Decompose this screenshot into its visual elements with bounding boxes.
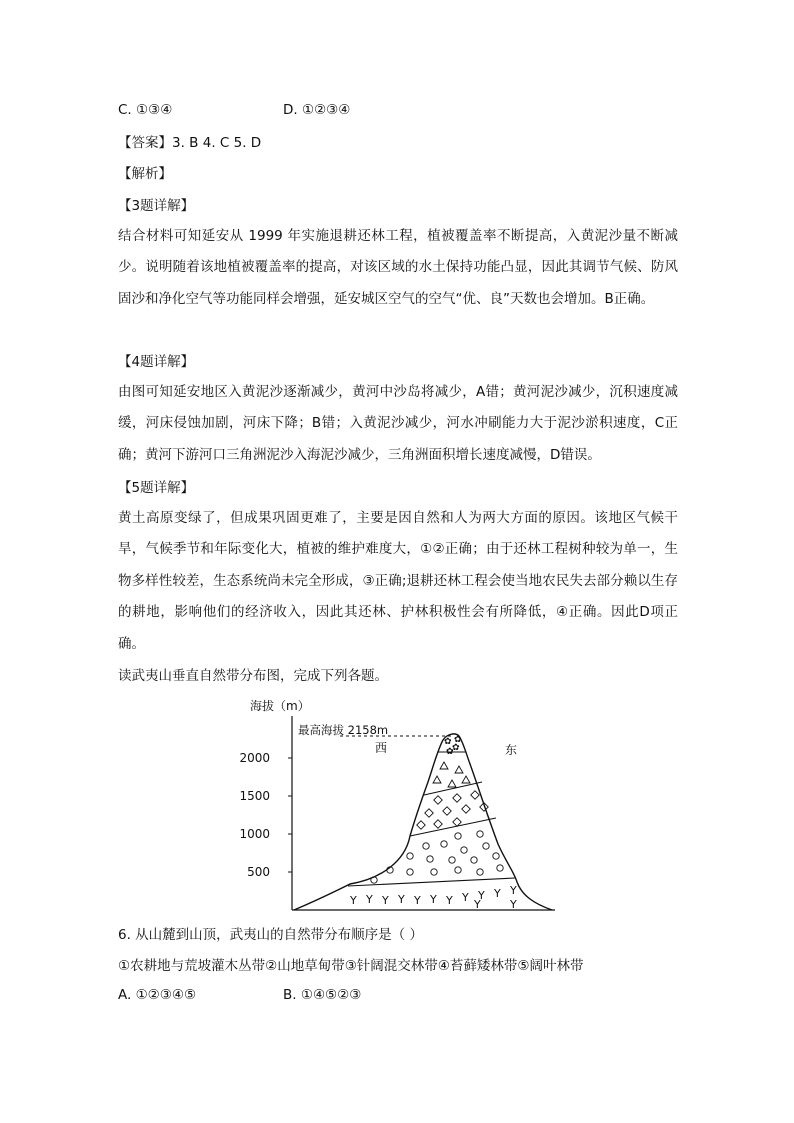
svg-text:Y: Y <box>474 898 481 911</box>
peak-label: 最高海拔 2158m <box>298 723 389 737</box>
broadleaf-forest-symbols <box>371 831 503 883</box>
svg-text:Y: Y <box>510 898 517 911</box>
q6-option-b: B. ①④⑤②③ <box>283 987 362 1003</box>
svg-text:Y: Y <box>462 891 469 904</box>
vertical-zone-diagram <box>230 694 570 916</box>
svg-text:Y: Y <box>446 894 453 907</box>
moss-dwarf-forest-symbols <box>444 735 462 757</box>
y-axis-label: 海拔（m） <box>250 699 310 713</box>
tick-500: 500 <box>247 865 270 879</box>
svg-text:Y: Y <box>478 889 485 902</box>
west-label: 西 <box>375 741 388 755</box>
svg-text:Y: Y <box>398 893 405 906</box>
q4-explanation: 由图可知延安地区入黄泥沙逐渐减少，黄河中沙岛将减少，A错；黄河泥沙减少，沉积速度减缓，河床侵蚀加剧，河床下降；B错；入黄泥沙减少，河水冲刷能力大于泥沙淤积速度，C正确；黄河下游河口三角洲泥沙入海泥沙减少，三角洲面积增长速度减慢，D错误。 <box>118 384 678 463</box>
analysis-heading: 【解析】 <box>118 166 172 182</box>
svg-text:✿: ✿ <box>454 735 462 745</box>
q6-option-a: A. ①②③④⑤ <box>118 987 197 1003</box>
tick-1500: 1500 <box>239 789 270 803</box>
q3-explanation: 结合材料可知延安从 1999 年实施退耕还林工程，植被覆盖率不断提高，入黄泥沙量不断减少。说明随着该地植被覆盖率的提高，对该区域的水土保持功能凸显，因此其调节气候、防风固沙和净化空气等功能同样会增强，延安城区空气的空气“优、良”天数也会增加。B正确。 <box>118 228 678 307</box>
q6-question: 6. 从山麓到山顶，武夷山的自然带分布顺序是（ ） <box>118 927 423 943</box>
svg-text:✿: ✿ <box>444 737 452 747</box>
tick-2000: 2000 <box>239 751 270 765</box>
option-c: C. ①③④ <box>118 102 173 118</box>
q4-heading: 【4题详解】 <box>118 354 195 370</box>
svg-text:Y: Y <box>366 893 373 906</box>
svg-text:✿: ✿ <box>452 743 460 753</box>
answer-line: 【答案】3. B 4. C 5. D <box>118 135 262 151</box>
mixed-forest-symbols <box>417 791 488 829</box>
q5-explanation: 黄土高原变绿了，但成果巩固更难了，主要是因自然和人为两大方面的原因。该地区气候干旱，气候季节和年际变化大，植被的维护难度大，①②正确；由于还林工程树种较为单一，生物多样性较差，生态系统尚未完全形成，③正确;退耕还林工程会使当地农民失去部分赖以生存的耕地，影响他们的经济收入，因此其还林、护林积极性会有所降低，④正确。因此D项正确。 <box>118 510 678 652</box>
svg-text:Y: Y <box>382 894 389 907</box>
q6-items: ①农耕地与荒坡灌木丛带②山地草甸带③针阔混交林带④苔藓矮林带⑤阔叶林带 <box>118 958 584 974</box>
option-d: D. ①②③④ <box>283 102 351 118</box>
svg-text:Y: Y <box>494 887 501 900</box>
svg-text:Y: Y <box>510 884 517 897</box>
figure-intro: 读武夷山垂直自然带分布图，完成下列各题。 <box>118 668 388 684</box>
y-ticks <box>239 751 292 879</box>
east-label: 东 <box>505 743 518 757</box>
farmland-shrub-symbols <box>349 884 517 911</box>
svg-text:Y: Y <box>430 893 437 906</box>
q5-heading: 【5题详解】 <box>118 480 195 496</box>
tick-1000: 1000 <box>239 827 270 841</box>
svg-text:Y: Y <box>414 894 421 907</box>
svg-text:✿: ✿ <box>446 747 454 757</box>
meadow-symbols <box>433 762 470 787</box>
q3-heading: 【3题详解】 <box>118 198 195 214</box>
svg-text:Y: Y <box>350 894 357 907</box>
